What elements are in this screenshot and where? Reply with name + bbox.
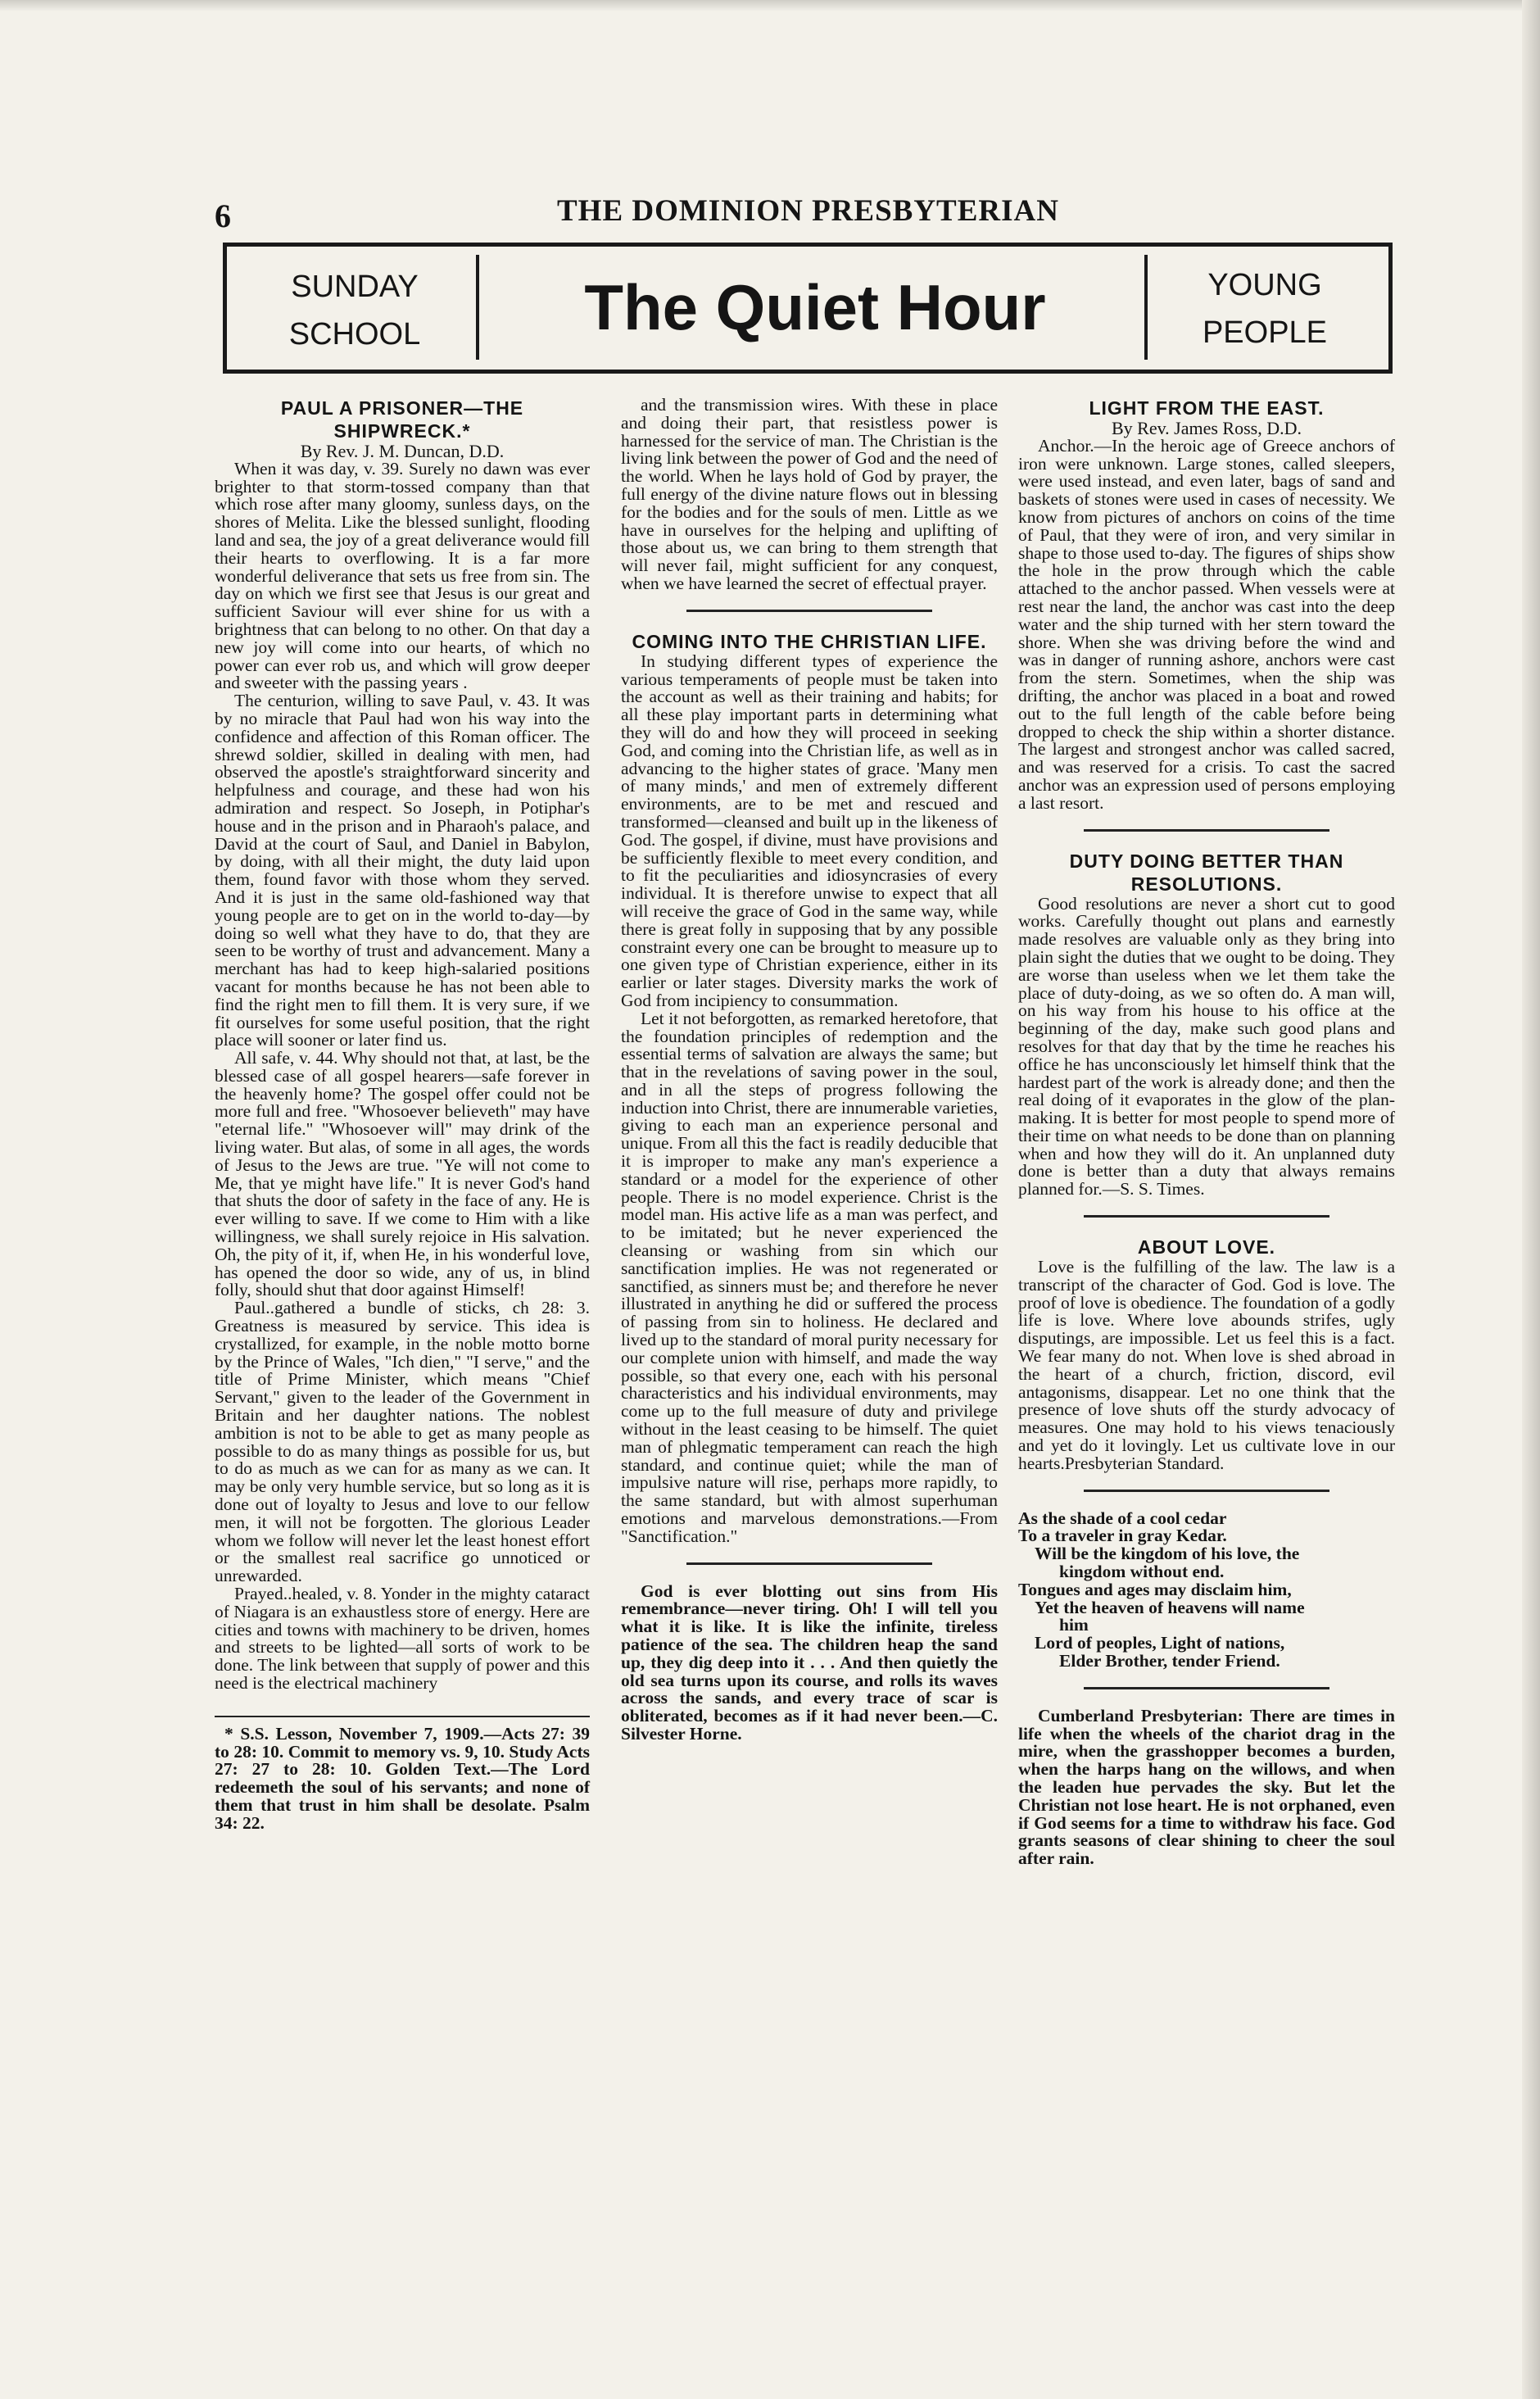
divider <box>1084 1215 1329 1218</box>
poem-line: Yet the heaven of heavens will name <box>1035 1597 1305 1617</box>
paragraph: In studying different types of experience the various temperaments of people must be taken into the account as well as their training and habits; for all these play important parts in determining what they will do and how they will proceed in seeking God, and coming into the Christian life, as well as in advancing to the higher states of grace. 'Many men of many minds,' and men of extremely different environments, are to be met and rescued and transformed—cleansed and built up in the likeness of God. The gospel, if divine, must have provisions and be sufficiently flexible to meet every condition, and to fit the peculiarities and idiosyncrasies of every individual. It is therefore unwise to expect that all will receive the grace of God in the same way, while there is great folly in supposing that by any possible constraint every one can be brought to measure up to one given type of Christian experience, either in its earlier or later stages. Diversity marks the work of God from incipiency to consummation. <box>621 651 998 1010</box>
poem-line: To a traveler in gray Kedar. <box>1018 1526 1227 1546</box>
article-title-light-east: LIGHT FROM THE EAST. <box>1089 397 1325 419</box>
paragraph: Love is the fulfilling of the law. The law is a transcript of the character of God. God is love. The proof of love is obedience. The foundation of a godly life is love. Where love abounds strifes, ugly disputings, are impossible. Let us feel this is a fact. We fear many do not. When love is shed abroad in the heart of a church, friction, discord, evil antagonisms, disappear. Let no one think that the presence of love shuts off the sturdy advocacy of measures. One may hold to his views tenaciously and yet do it lovingly. Let us cultivate love in our hearts.Presbyterian Standard. <box>1018 1257 1395 1473</box>
banner-left-line1: SUNDAY <box>291 270 419 304</box>
footnote-text: * S.S. Lesson, November 7, 1909.—Acts 27: 39 to 28: 10. Commit to memory vs. 9, 10. Study Acts 27: 27 to 28: 10. Golden Text.—The Lord redeemeth the soul of his servants; and none of them that trust in him shall be desolate. Psalm 34: 22. <box>215 1723 590 1833</box>
divider <box>1084 829 1329 832</box>
paragraph: Cumberland Presbyterian: There are times in life when the wheels of the chariot drag in the mire, when the grasshopper becomes a burden, when the harps hang on the willows, and when the leaden hue pervades the sky. But let the Christian not lose heart. He is not orphaned, even if God seems for a time to withdraw his face. God grants seasons of clear shining to cheer the soul after rain. <box>1018 1705 1395 1869</box>
paragraph: and the transmission wires. With these in place and doing their part, that resistless power is harnessed for the service of man. The Christian is the living link between the power of God and the need of the world. When he lays hold of God by prayer, the full energy of the divine nature flows out in blessing for the bodies and for the souls of men. Little as we have in ourselves for the helping and uplifting of those about us, we can bring to them strength that will never fail, might sufficient for any conquest, when we have learned the secret of effectual prayer. <box>621 395 998 593</box>
byline-duncan: By Rev. J. M. Duncan, D.D. <box>300 441 505 461</box>
paragraph: Let it not beforgotten, as remarked heretofore, that the foundation principles of redemption and the essential terms of salvation are always the same; but that in the revelations of saving power in the soul, and in all the steps of progress following the induction into Christ, there are innumerable varieties, giving to each man an experience personal and unique. From all this the fact is readily deducible that it is improper to make any man's experience a standard or a model for the experience of other people. There is no model experience. Christ is the model man. His active life as a man was perfect, and to be imitated; but he never experienced the cleansing or washing from sin which our sanctification implies. He was not regenerated or sanctified, as sinners must be; and therefore he never illustrated in anything he did or suffered the process of passing from sin to holiness. He declared and lived up to the standard of moral purity necessary for our complete union with himself, and made the way possible, so that every one, each with his personal characteristics and his individual environments, may come up to the full measure of duty and privilege without in the least ceasing to be himself. The quiet man of phlegmatic temperament can reach the high standard, and continue quiet; while the man of impulsive nature will rise, perhaps more rapidly, to the same standard, but with almost superhuman emotions and marvelous demonstrations.—From "Sanctification." <box>621 1008 998 1546</box>
poem-line: Elder Brother, tender Friend. <box>1059 1651 1280 1671</box>
article-title-paul-prisoner: PAUL A PRISONER—THE SHIPWRECK.* <box>280 397 524 442</box>
page-number: 6 <box>215 197 231 234</box>
paragraph: All safe, v. 44. Why should not that, at last, be the blessed case of all gospel hearers—safe forever in the heavenly home? The gospel offer could not be more full and free. "Whosoever believeth" may have "eternal life." "Whosoever will" may drink of the living water. But alas, of some in all ages, the words of Jesus to the Jews are true. "Ye will not come to Me, that ye might have life." It is never God's hand that shuts the door of safety in the face of any. He is ever willing to save. If we come to Him with a like willingness, we shall surely rejoice in His salvation. Oh, the pity of it, if, when He, in his wonderful love, has opened the door so wide, any of us, in blind folly, should shut that door against Himself! <box>215 1048 590 1300</box>
article-title-about-love: ABOUT LOVE. <box>1137 1236 1276 1258</box>
poem-line: Tongues and ages may disclaim him, <box>1018 1579 1292 1599</box>
divider <box>686 610 932 612</box>
banner-left-line2: SCHOOL <box>288 317 421 351</box>
column-2 <box>621 397 998 1744</box>
column-1 <box>215 397 590 1833</box>
scan-right-edge <box>1522 0 1540 2399</box>
paragraph: The centurion, willing to save Paul, v. 43. It was by no miracle that Paul had won his way into the confidence and affection of this Roman officer. The shrewd soldier, skilled in dealing with men, had observed the apostle's straightforward sincerity and helpfulness and courage, and these had won his admiration and respect. So Joseph, in Potiphar's house and in the prison and in Pharaoh's palace, and David at the court of Saul, and Daniel in Babylon, by doing, with all their might, the duty laid upon them, found favor with those whom they served. And it is just in the same old-fashioned way that young people are to get on in the world to-day—by doing so well what they have to do, that they are seen to be worthy of trust and advancement. Many a merchant has had to keep high-salaried positions vacant for months because he has not been able to find the right men to fill them. It is very sure, if we fit ourselves for some useful position, that the right place will sooner or later find us. <box>215 691 590 1050</box>
section-banner <box>223 243 1393 374</box>
paragraph: Paul..gathered a bundle of sticks, ch 28: 3. Greatness is measured by service. This idea is crystallized, for example, in the noble motto borne by the Prince of Wales, "Ich dien," "I serve," and the title of Prime Minister, which means "Chief Servant," given to the leader of the Government in Britain and her daughter nations. The noblest ambition is not to be able to get as many people as possible to do as many things as possible for us, but to do as much as we can for as many as we can. It may be only very humble service, but so long as it is done out of loyalty to Jesus and love to our fellow men, it will not be forgotten. The glorious Leader whom we follow will never let the least honest effort or the smallest real sacrifice go unnoticed or unrewarded. <box>215 1298 590 1586</box>
lesson-footnote <box>215 1716 590 1833</box>
article-title-christian-life: COMING INTO THE CHRISTIAN LIFE. <box>632 630 987 652</box>
paragraph: Good resolutions are never a short cut to good works. Carefully thought out plans and earnestly made resolves are valuable only as they bring into plain sight the duties that we ought to be doing. They are worse than useless when we let them take the place of duty-doing, as we so often do. A man will, on his way from his house to his office at the beginning of the day, make such good plans and resolves for that day that by the time he reaches his office he has unconsciously let himself think that the hardest part of the work is already done; and then the real doing of it evaporates in the glow of the plan-making. It is better for most people to spend more of their time on what needs to be done than on planning when and how they will do it. An unplanned duty done is better than a duty that always remains planned for.—S. S. Times. <box>1018 893 1395 1200</box>
banner-right-line1: YOUNG <box>1207 268 1322 302</box>
poem-line: As the shade of a cool cedar <box>1018 1508 1227 1528</box>
poem-line: Lord of peoples, Light of nations, <box>1035 1633 1285 1653</box>
newspaper-page <box>213 188 1397 2319</box>
banner-young-people <box>1144 255 1382 360</box>
divider <box>1084 1687 1329 1689</box>
divider <box>1084 1490 1329 1492</box>
journal-title: THE DOMINION PRESBYTERIAN <box>557 194 1059 228</box>
banner-right-line2: PEOPLE <box>1202 315 1328 350</box>
banner-title: The Quiet Hour <box>584 271 1046 343</box>
paragraph: Prayed..healed, v. 8. Yonder in the mighty cataract of Niagara is an exhaustless store of energy. Here are cities and towns with machinery to be driven, homes and streets to be lighted—all sorts of work to be done. The link between that supply of power and this need is the electrical machinery <box>215 1584 590 1693</box>
article-title-duty-doing: DUTY DOING BETTER THAN RESOLUTIONS. <box>1069 850 1344 895</box>
scan-top-edge <box>0 0 1540 11</box>
running-head <box>213 188 1397 238</box>
poem-line: kingdom without end. <box>1059 1562 1225 1582</box>
paragraph: God is ever blotting out sins from His remembrance—never tiring. Oh! I will tell you what it is like. It is like the infinite, tireless patience of the sea. The children heap the sand up, they dig deep into it . . . And then quietly the old sea turns upon its course, and rolls its waves across the sands, and every trace of scar is obliterated, becomes as if it had never been.—C. Silvester Horne. <box>621 1580 998 1744</box>
column-3 <box>1018 397 1395 1868</box>
poem-line: him <box>1059 1615 1089 1635</box>
poem-line: Will be the kingdom of his love, the <box>1035 1544 1300 1564</box>
paragraph: When it was day, v. 39. Surely no dawn was ever brighter to that storm-tossed company than that which rose after many gloomy, sunless days, on the shores of Melita. Like the blessed sunlight, flooding land and sea, the joy of a great deliverance would fill their hearts to overflowing. It is a far more wonderful deliverance that sets us free from sin. The day on which we first see that Jesus is our great and sufficient Saviour will ever shine for us with a brightness that can belong to no other. On that day a new joy will come into our hearts, of which no power can ever rob us, and which will grow deeper and sweeter with the passing years . <box>215 458 590 693</box>
banner-sunday-school <box>233 255 479 360</box>
byline-ross: By Rev. James Ross, D.D. <box>1111 418 1302 438</box>
poem <box>1018 1510 1395 1671</box>
divider <box>686 1562 932 1565</box>
paragraph: Anchor.—In the heroic age of Greece anchors of iron were unknown. Large stones, called sleepers, were used instead, and even later, bags of sand and baskets of stones were used in cases of necessity. We know from pictures of anchors on coins of the time of Paul, that they were of iron, and very similar in shape to those used to-day. The figures of ships show the hole in the prow through which the cable attached to the anchor passed. When vessels were at rest near the land, the anchor was cast into the deep water and the ship turned with her stern toward the shore. When she was driving before the wind and was in danger of running ashore, anchors were cast from the stern. Sometimes, when the ship was drifting, the anchor was placed in a boat and rowed out to the full length of the cable before being dropped to check the ship within a shorter distance. The largest and strongest anchor was called sacred, and was reserved for a crisis. To cast the sacred anchor was an expression used of persons employing a last resort. <box>1018 435 1395 813</box>
